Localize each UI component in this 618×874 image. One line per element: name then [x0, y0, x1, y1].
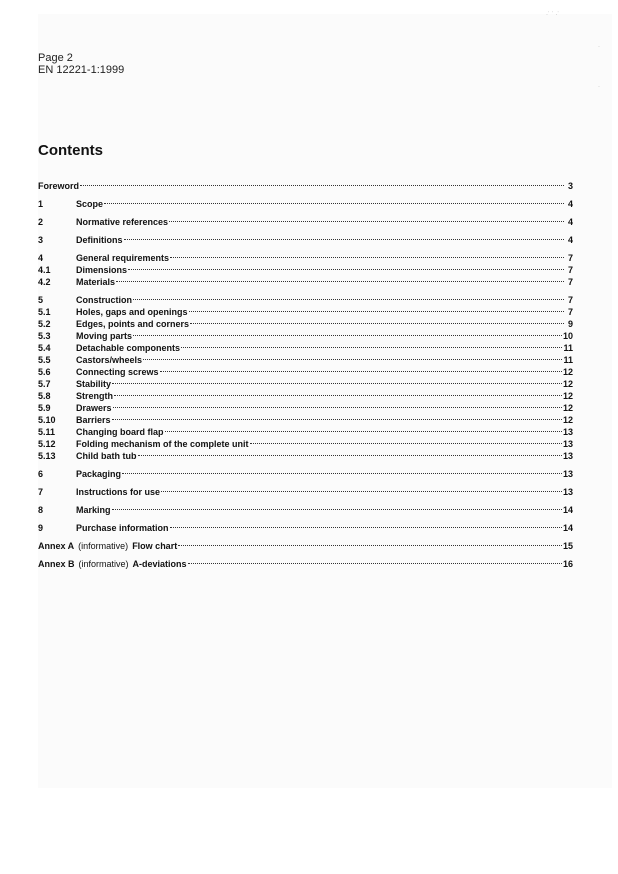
dot-leader	[165, 431, 562, 432]
dot-leader	[161, 491, 562, 492]
scan-speckle: ·	[598, 84, 600, 90]
toc-entry-title: Strength	[76, 391, 113, 401]
toc-entry-title: Moving parts	[76, 331, 133, 341]
toc-entry-title: Annex B	[38, 559, 75, 569]
toc-entry-label	[76, 402, 112, 414]
toc-entry-number: 5.7	[38, 379, 51, 389]
toc-entry-number: 5.9	[38, 403, 51, 413]
dot-leader	[122, 473, 562, 474]
dot-leader	[116, 281, 564, 282]
toc-entry-annex-title: Flow chart	[132, 541, 178, 551]
toc-entry-label	[76, 252, 169, 264]
scan-speckle: ·	[598, 44, 600, 50]
dot-leader	[143, 359, 562, 360]
toc-entry-label	[76, 294, 132, 306]
toc-entry-label	[76, 306, 188, 318]
toc-entry-label	[38, 540, 177, 552]
dot-leader	[104, 203, 564, 204]
dot-leader	[189, 311, 564, 312]
toc-entry-title: Purchase information	[76, 523, 169, 533]
toc-entry-page: 13	[562, 451, 573, 461]
toc-entry-title: Child bath tub	[76, 451, 137, 461]
toc-entry-number: 5.13	[38, 451, 56, 461]
toc-entry-number: 5.5	[38, 355, 51, 365]
toc-entry-label	[76, 342, 180, 354]
toc-entry[interactable]	[38, 234, 573, 246]
toc-entry-page: 4	[567, 199, 573, 209]
toc-entry-page: 14	[562, 505, 573, 515]
toc-entry-title: Marking	[76, 505, 111, 515]
dot-leader	[169, 221, 564, 222]
toc-entry-page: 4	[567, 235, 573, 245]
toc-entry-label	[76, 330, 132, 342]
toc-entry-page: 13	[562, 439, 573, 449]
dot-leader	[178, 545, 562, 546]
toc-entry-label	[76, 366, 159, 378]
toc-entry-title: Changing board flap	[76, 427, 164, 437]
toc-entry[interactable]	[38, 426, 573, 438]
toc-entry-title: Edges, points and corners	[76, 319, 190, 329]
toc-entry[interactable]	[38, 450, 573, 462]
dot-leader	[181, 347, 562, 348]
dot-leader	[128, 269, 564, 270]
toc-entry-title: Barriers	[76, 415, 111, 425]
toc-entry-number: 5.2	[38, 319, 51, 329]
toc-entry-page: 7	[567, 277, 573, 287]
toc-entry-label	[76, 354, 142, 366]
toc-entry-page: 13	[562, 469, 573, 479]
dot-leader	[112, 383, 562, 384]
toc-entry[interactable]	[38, 264, 573, 276]
dot-leader	[133, 335, 562, 336]
toc-entry-label	[38, 558, 187, 570]
toc-entry[interactable]	[38, 216, 573, 228]
toc-entry[interactable]	[38, 504, 573, 516]
dot-leader	[112, 509, 562, 510]
toc-entry-page: 16	[562, 559, 573, 569]
dot-leader	[133, 299, 564, 300]
toc-entry[interactable]	[38, 402, 573, 414]
toc-entry[interactable]	[38, 180, 573, 192]
toc-entry-title: Stability	[76, 379, 112, 389]
toc-entry-page: 7	[567, 307, 573, 317]
dot-leader	[170, 257, 564, 258]
toc-entry-title: Connecting screws	[76, 367, 159, 377]
toc-entry-annex-type: (informative)	[78, 559, 129, 569]
toc-entry-title: Normative references	[76, 217, 169, 227]
dot-leader	[138, 455, 562, 456]
toc-entry-label	[76, 438, 249, 450]
toc-entry-number: 9	[38, 523, 44, 533]
toc-entry-page: 9	[567, 319, 573, 329]
dot-leader	[112, 419, 562, 420]
dot-leader	[124, 239, 565, 240]
toc-entry-label	[38, 180, 79, 192]
toc-entry-page: 12	[562, 415, 573, 425]
toc-entry-number: 3	[38, 235, 44, 245]
toc-entry-title: Detachable components	[76, 343, 181, 353]
toc-entry[interactable]	[38, 438, 573, 450]
toc-entry-page: 13	[562, 487, 573, 497]
toc-entry[interactable]	[38, 354, 573, 366]
toc-entry-label	[76, 198, 103, 210]
toc-entry-page: 12	[562, 367, 573, 377]
toc-entry[interactable]	[38, 294, 573, 306]
toc-entry-title: Folding mechanism of the complete unit	[76, 439, 249, 449]
toc-entry-label	[76, 450, 137, 462]
toc-entry-title: Definitions	[76, 235, 123, 245]
toc-entry[interactable]	[38, 468, 573, 480]
toc-entry-title: Holes, gaps and openings	[76, 307, 188, 317]
toc-entry-page: 12	[562, 391, 573, 401]
toc-entry-page: 11	[563, 355, 573, 365]
toc-entry-number: 5.3	[38, 331, 51, 341]
toc-entry-number: 5.11	[38, 427, 56, 437]
toc-entry-page: 14	[562, 523, 573, 533]
toc-entry-page: 13	[562, 427, 573, 437]
toc-entry[interactable]	[38, 276, 573, 288]
toc-entry-label	[76, 234, 123, 246]
toc-entry[interactable]	[38, 366, 573, 378]
toc-entry[interactable]	[38, 330, 573, 342]
toc-entry[interactable]	[38, 540, 573, 552]
toc-entry-number: 6	[38, 469, 44, 479]
toc-entry-label	[76, 216, 168, 228]
toc-entry-number: 4.2	[38, 277, 51, 287]
toc-entry[interactable]	[38, 522, 573, 534]
dot-leader	[188, 563, 562, 564]
toc-entry-number: 4.1	[38, 265, 51, 275]
toc-entry-annex-title: A-deviations	[132, 559, 187, 569]
toc-entry-title: Instructions for use	[76, 487, 161, 497]
toc-entry[interactable]	[38, 414, 573, 426]
toc-entry-label	[76, 468, 121, 480]
toc-entry[interactable]	[38, 390, 573, 402]
toc-entry-page: 15	[562, 541, 573, 551]
table-of-contents	[38, 180, 573, 570]
toc-entry-title: Annex A	[38, 541, 75, 551]
dot-leader	[114, 395, 562, 396]
page-title: Contents	[38, 142, 103, 159]
toc-entry[interactable]	[38, 198, 573, 210]
dot-leader	[160, 371, 562, 372]
toc-entry-title: Drawers	[76, 403, 112, 413]
standard-id: EN 12221-1:1999	[38, 64, 125, 76]
toc-entry[interactable]	[38, 252, 573, 264]
toc-entry[interactable]	[38, 378, 573, 390]
toc-entry-title: Materials	[76, 277, 116, 287]
toc-entry-label	[76, 426, 164, 438]
toc-entry-number: 5.12	[38, 439, 56, 449]
toc-entry-number: 5.4	[38, 343, 51, 353]
toc-entry[interactable]	[38, 318, 573, 330]
toc-entry-number: 8	[38, 505, 44, 515]
toc-entry-page: 7	[567, 253, 573, 263]
toc-entry-title: Castors/wheels	[76, 355, 143, 365]
toc-entry-number: 7	[38, 487, 44, 497]
dot-leader	[250, 443, 562, 444]
toc-entry-page: 4	[567, 217, 573, 227]
toc-entry-page: 3	[567, 181, 573, 191]
toc-entry[interactable]	[38, 306, 573, 318]
scan-speckle: ·˙ ˙ ·˙	[546, 12, 560, 18]
toc-entry-label	[76, 276, 115, 288]
toc-entry-title: Dimensions	[76, 265, 128, 275]
toc-entry-annex-type: (informative)	[78, 541, 129, 551]
toc-entry-page: 12	[562, 403, 573, 413]
toc-entry-number: 5.6	[38, 367, 51, 377]
toc-entry-label	[76, 414, 111, 426]
toc-entry-number: 5.8	[38, 391, 51, 401]
page-header	[38, 52, 124, 76]
dot-leader	[170, 527, 562, 528]
toc-entry-number: 5	[38, 295, 44, 305]
toc-entry-page: 10	[562, 331, 573, 341]
toc-entry-title: General requirements	[76, 253, 170, 263]
toc-entry-title: Scope	[76, 199, 104, 209]
toc-entry[interactable]	[38, 342, 573, 354]
dot-leader	[113, 407, 562, 408]
toc-entry[interactable]	[38, 486, 573, 498]
toc-entry-label	[76, 504, 111, 516]
toc-entry-number: 5.1	[38, 307, 51, 317]
toc-entry-page: 11	[563, 343, 573, 353]
toc-entry-label	[76, 318, 189, 330]
page-number: Page 2	[38, 52, 73, 64]
toc-entry-number: 5.10	[38, 415, 56, 425]
toc-entry-page: 7	[567, 265, 573, 275]
toc-entry-label	[76, 390, 113, 402]
toc-entry-number: 2	[38, 217, 44, 227]
toc-entry-page: 12	[562, 379, 573, 389]
toc-entry-number: 1	[38, 199, 44, 209]
toc-entry-title: Packaging	[76, 469, 122, 479]
toc-entry-label	[76, 486, 160, 498]
dot-leader	[80, 185, 564, 186]
toc-entry-page: 7	[567, 295, 573, 305]
toc-entry-label	[76, 378, 111, 390]
toc-entry-label	[76, 264, 127, 276]
toc-entry-title: Foreword	[38, 181, 80, 191]
toc-entry-number: 4	[38, 253, 44, 263]
toc-entry[interactable]	[38, 558, 573, 570]
dot-leader	[190, 323, 564, 324]
toc-entry-title: Construction	[76, 295, 132, 305]
toc-entry-label	[76, 522, 169, 534]
